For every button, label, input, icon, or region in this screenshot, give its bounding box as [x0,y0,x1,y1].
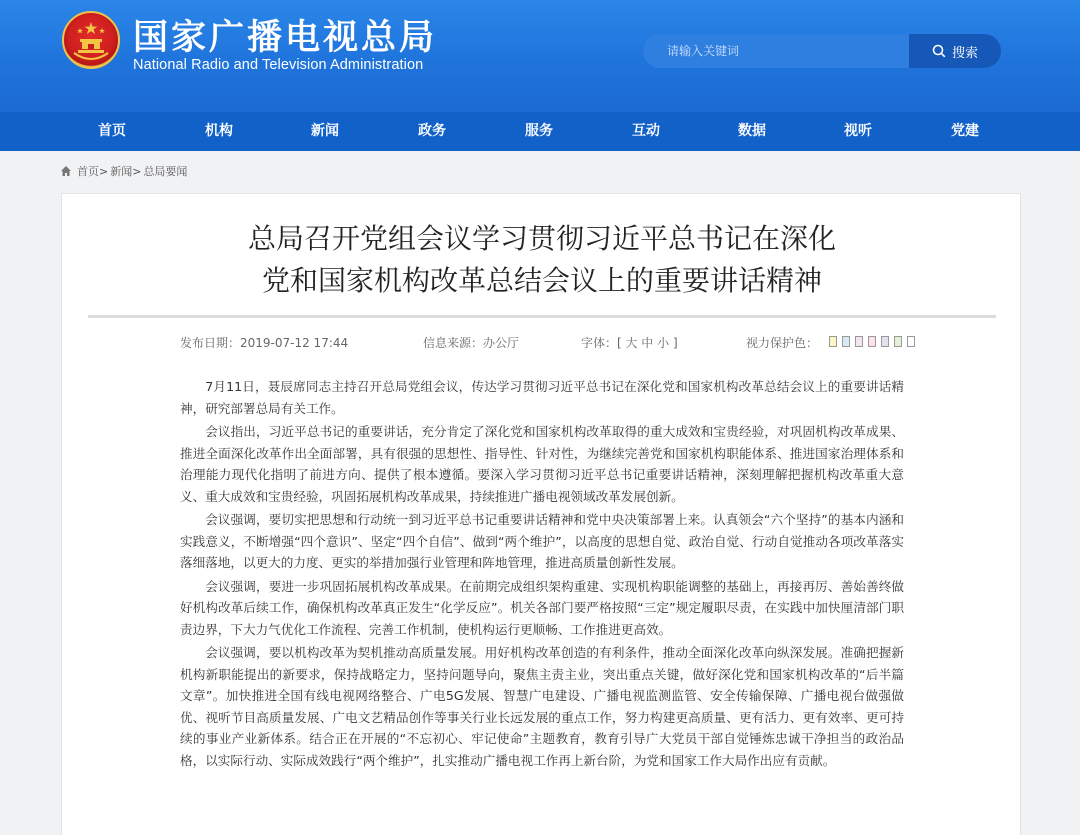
eye-care-swatch-blue[interactable] [842,336,850,347]
eye-care-swatch-purple[interactable] [881,336,889,347]
article-title [62,218,1022,302]
article-title-line-2: 党和国家机构改革总结会议上的重要讲话精神 [261,264,822,297]
main-nav [0,112,1080,151]
article-paragraph: 会议强调，要进一步巩固拓展机构改革成果。在前期完成组织架构重建、实现机构职能调整的基础上，再接再厉、善始善终做好机构改革后续工作，确保机构改革真正发生“化学反应”。机关各部门要严格按照“三定”规定履职尽责，在实践中加快厘清部门职责边界，下大力气优化工作流程、完善工作机制，使机构运行更顺畅、工作推进更高效。 [180,578,904,637]
article-paragraph: 7月11日，聂辰席同志主持召开总局党组会议，传达学习贯彻习近平总书记在深化党和国家机构改革总结会议上的重要讲话精神，研究部署总局有关工作。 [180,379,904,416]
nav-item-organization[interactable]: 机构 [205,123,233,139]
breadcrumb-home[interactable]: 首页> [77,165,109,178]
article-paragraph: 会议强调，要以机构改革为契机推动高质量发展。用好机构改革创造的有利条件，推动全面深化改革向纵深发展。准确把握新机构新职能提出的新要求，保持战略定力，坚持问题导向，聚焦主责主业，突出重点关键，做好深化党和国家机构改革的“后半篇文章”。加快推进全国有线电视网络整合、广电5G发展、智慧广电建设、广播电视监测监管、安全传输保障、广播电视台做强做优、视听节目高质量发展、广电文艺精品创作等事关行业长远发展的重点工作，努力构建更高质量、更有活力、更有效率、更可持续的事业产业新体系。结合正在开展的“不忘初心、牢记使命”主题教育，教育引导广大党员干部自觉锤炼忠诚干净担当的政治品格，以实际行动、实际成效践行“两个维护”，扎实推动广播电视工作再上新台阶，为党和国家工作大局作出应有贡献。 [180,645,904,768]
article-paragraph: 会议指出，习近平总书记的重要讲话，充分肯定了深化党和国家机构改革取得的重大成效和宝贵经验，对巩固机构改革成果、推进全面深化改革作出全面部署，具有很强的思想性、指导性、针对性，为继续完善党和国家机构职能体系、推进国家治理体系和治理能力现代化指明了前进方向、提供了根本遵循。要深入学习贯彻习近平总书记重要讲话精神，深刻理解把握机构改革重大意义、重大成效和宝贵经验，巩固拓展机构改革成果，持续推进广播电视领域改革发展创新。 [180,424,904,504]
eye-care-swatch-lavender[interactable] [855,336,863,347]
publish-date: 发布日期：2019-07-12 17:44 [180,336,349,350]
site-title[interactable]: 国家广播电视总局 [133,18,438,58]
article-paragraph: 会议强调，要切实把思想和行动统一到习近平总书记重要讲话精神和党中央决策部署上来。认真领会“六个坚持”的基本内涵和实践意义，不断增强“四个意识”、坚定“四个自信”、做到“两个维护”，以高度的思想自觉、政治自觉、行动自觉推动各项改革落实落细落地，以更大的力度、更实的举措加强行业管理和阵地管理，推进高质量创新性发展。 [180,512,904,570]
site-header [0,0,1080,112]
info-source: 信息来源：办公厅 [423,336,520,350]
eye-care-swatches [829,336,915,347]
article-body [180,376,904,773]
eye-care-swatch-yellow[interactable] [829,336,837,347]
nav-item-interaction[interactable]: 互动 [632,123,660,139]
search-input[interactable] [643,34,909,68]
site-title-english: National Radio and Television Administration [133,57,424,73]
font-size-control[interactable]: 字体：[ 大 中 小 ] [581,336,678,350]
article-title-line-1: 总局召开党组会议学习贯彻习近平总书记在深化 [247,222,836,255]
breadcrumb [60,163,189,179]
breadcrumb-news[interactable]: 新闻> [110,165,142,178]
title-divider [88,315,996,318]
article-card [61,193,1021,835]
search-bar [643,34,1001,68]
search-button-label: 搜索 [951,45,978,61]
nav-item-services[interactable]: 服务 [525,123,553,139]
eye-care-label: 视力保护色： [746,336,819,350]
nav-item-home[interactable]: 首页 [98,123,126,139]
emblem-graphic [64,13,118,67]
nav-item-news[interactable]: 新闻 [311,123,339,139]
search-icon [932,44,946,58]
breadcrumb-headlines[interactable]: 总局要闻 [143,165,188,178]
eye-care-swatch-white[interactable] [907,336,915,347]
eye-care-swatch-pink[interactable] [868,336,876,347]
eye-care-swatch-green[interactable] [894,336,902,347]
nav-item-audiovisual[interactable]: 视听 [844,123,872,139]
national-emblem-icon[interactable] [62,11,120,69]
search-button[interactable] [909,34,1001,68]
home-icon [60,165,72,177]
nav-item-government-affairs[interactable]: 政务 [418,123,446,139]
nav-item-party-building[interactable]: 党建 [951,123,979,139]
nav-item-data[interactable]: 数据 [738,123,766,139]
